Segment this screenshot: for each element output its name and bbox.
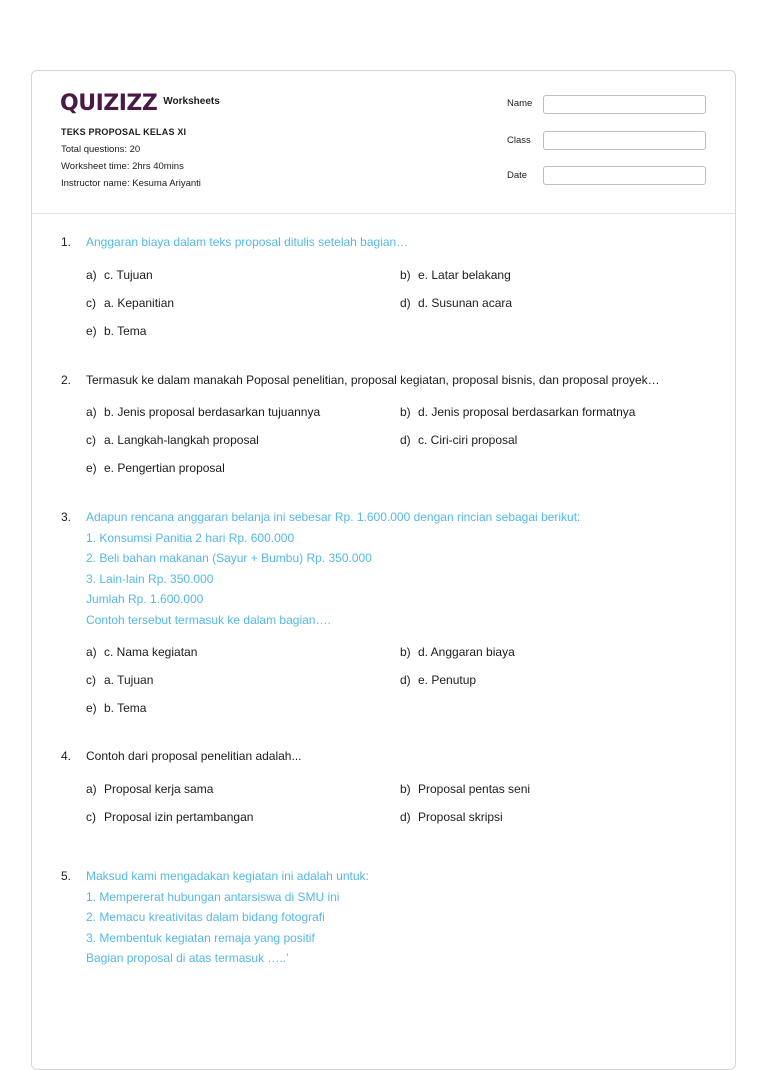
option-letter: d) [400, 433, 411, 447]
option-text: a. Kepanitian [104, 296, 175, 310]
total-questions: Total questions: 20 [61, 144, 141, 155]
option-text: Proposal skripsi [418, 810, 503, 824]
worksheet-page [31, 70, 736, 1070]
option-letter: a) [86, 405, 97, 419]
option-4d[interactable] [400, 810, 503, 824]
question-text [86, 507, 726, 630]
option-text: d. Jenis proposal berdasarkan formatnya [418, 405, 636, 419]
option-3c[interactable] [86, 673, 153, 687]
quizizz-logo [60, 91, 220, 116]
option-letter: c) [86, 296, 96, 310]
question-line: Contoh tersebut termasuk ke dalam bagian…. [86, 612, 331, 627]
instructor-name: Instructor name: Kesuma Ariyanti [61, 178, 201, 189]
worksheet-header [32, 71, 735, 214]
option-text: d. Anggaran biaya [418, 645, 515, 659]
question-number: 4. [61, 749, 72, 763]
question-line: 1. Konsumsi Panitia 2 hari Rp. 600.000 [86, 530, 295, 545]
option-text: c. Nama kegiatan [104, 645, 198, 659]
class-label: Class [507, 135, 531, 146]
question-line: Bagian proposal di atas termasuk …..’ [86, 951, 289, 965]
option-text: a. Tujuan [104, 673, 154, 687]
option-letter: a) [86, 268, 97, 282]
option-1e[interactable] [86, 324, 146, 338]
question-line: Adapun rencana anggaran belanja ini sebesar Rp. 1.600.000 dengan rincian sebagai berikut: [86, 510, 581, 524]
worksheet-title: TEKS PROPOSAL KELAS XI [61, 127, 187, 137]
option-text: c. Ciri-ciri proposal [418, 433, 518, 447]
option-text: e. Latar belakang [418, 268, 511, 282]
option-letter: b) [400, 645, 411, 659]
option-text: Proposal izin pertambangan [104, 810, 254, 824]
question-line: Maksud kami mengadakan kegiatan ini adalah untuk: [86, 869, 369, 883]
question-line: 3. Membentuk kegiatan remaja yang positif [86, 930, 315, 945]
question-line: 2. Beli bahan makanan (Sayur + Bumbu) Rp. 350.000 [86, 551, 372, 565]
option-4b[interactable] [400, 782, 530, 796]
date-label: Date [507, 170, 528, 181]
option-letter: c) [86, 433, 96, 447]
option-text: b. Tema [104, 701, 147, 715]
option-text: e. Penutup [418, 673, 477, 687]
option-1d[interactable] [400, 296, 512, 310]
question-line: 1. Mempererat hubungan antarsiswa di SMU ini [86, 889, 340, 904]
option-letter: d) [400, 296, 411, 310]
name-label: Name [507, 98, 533, 109]
date-field[interactable] [543, 166, 706, 185]
question-line: Jumlah Rp. 1.600.000 [86, 592, 204, 606]
option-4a[interactable] [86, 782, 213, 796]
option-2a[interactable] [86, 405, 320, 419]
option-text: b. Jenis proposal berdasarkan tujuannya [104, 405, 321, 419]
option-text: Proposal pentas seni [418, 782, 531, 796]
question-line: 2. Memacu kreativitas dalam bidang fotografi [86, 910, 325, 924]
option-3b[interactable] [400, 645, 515, 659]
option-letter: a) [86, 782, 97, 796]
option-1c[interactable] [86, 296, 174, 310]
question-text [86, 866, 726, 969]
option-1a[interactable] [86, 268, 153, 282]
option-letter: e) [86, 324, 97, 338]
option-letter: e) [86, 461, 97, 475]
question-number: 5. [61, 869, 72, 883]
option-text: b. Tema [104, 324, 147, 338]
question-number: 1. [61, 235, 72, 249]
option-3d[interactable] [400, 673, 476, 687]
option-letter: b) [400, 405, 411, 419]
option-2e[interactable] [86, 461, 225, 475]
option-text: Proposal kerja sama [104, 782, 214, 796]
worksheet-time: Worksheet time: 2hrs 40mins [61, 161, 184, 172]
option-letter: d) [400, 810, 411, 824]
logo-subtitle: Worksheets [163, 96, 220, 107]
question-line: Contoh dari proposal penelitian adalah... [86, 749, 302, 763]
question-text [86, 370, 726, 391]
option-4c[interactable] [86, 810, 253, 824]
name-field[interactable] [543, 95, 706, 114]
option-text: d. Susunan acara [418, 296, 513, 310]
option-2c[interactable] [86, 433, 259, 447]
option-text: a. Langkah-langkah proposal [104, 433, 259, 447]
option-letter: c) [86, 810, 96, 824]
question-line: Termasuk ke dalam manakah Poposal penelitian, proposal kegiatan, proposal bisnis, dan proposal proyek… [86, 373, 660, 387]
question-line: 3. Lain-lain Rp. 350.000 [86, 571, 214, 586]
question-number: 3. [61, 510, 72, 524]
option-letter: e) [86, 701, 97, 715]
question-text [86, 232, 726, 253]
option-text: c. Tujuan [104, 268, 153, 282]
question-line: Anggaran biaya dalam teks proposal ditulis setelah bagian… [86, 235, 409, 249]
question-text [86, 746, 726, 767]
option-letter: c) [86, 673, 96, 687]
option-3a[interactable] [86, 645, 197, 659]
option-letter: b) [400, 268, 411, 282]
question-number: 2. [61, 373, 72, 387]
option-letter: b) [400, 782, 411, 796]
logo-wordmark: QUIZIZZ [60, 91, 158, 116]
option-letter: a) [86, 645, 97, 659]
class-field[interactable] [543, 131, 706, 150]
option-1b[interactable] [400, 268, 511, 282]
option-text: e. Pengertian proposal [104, 461, 225, 475]
option-2b[interactable] [400, 405, 635, 419]
option-2d[interactable] [400, 433, 517, 447]
option-letter: d) [400, 673, 411, 687]
option-3e[interactable] [86, 701, 146, 715]
